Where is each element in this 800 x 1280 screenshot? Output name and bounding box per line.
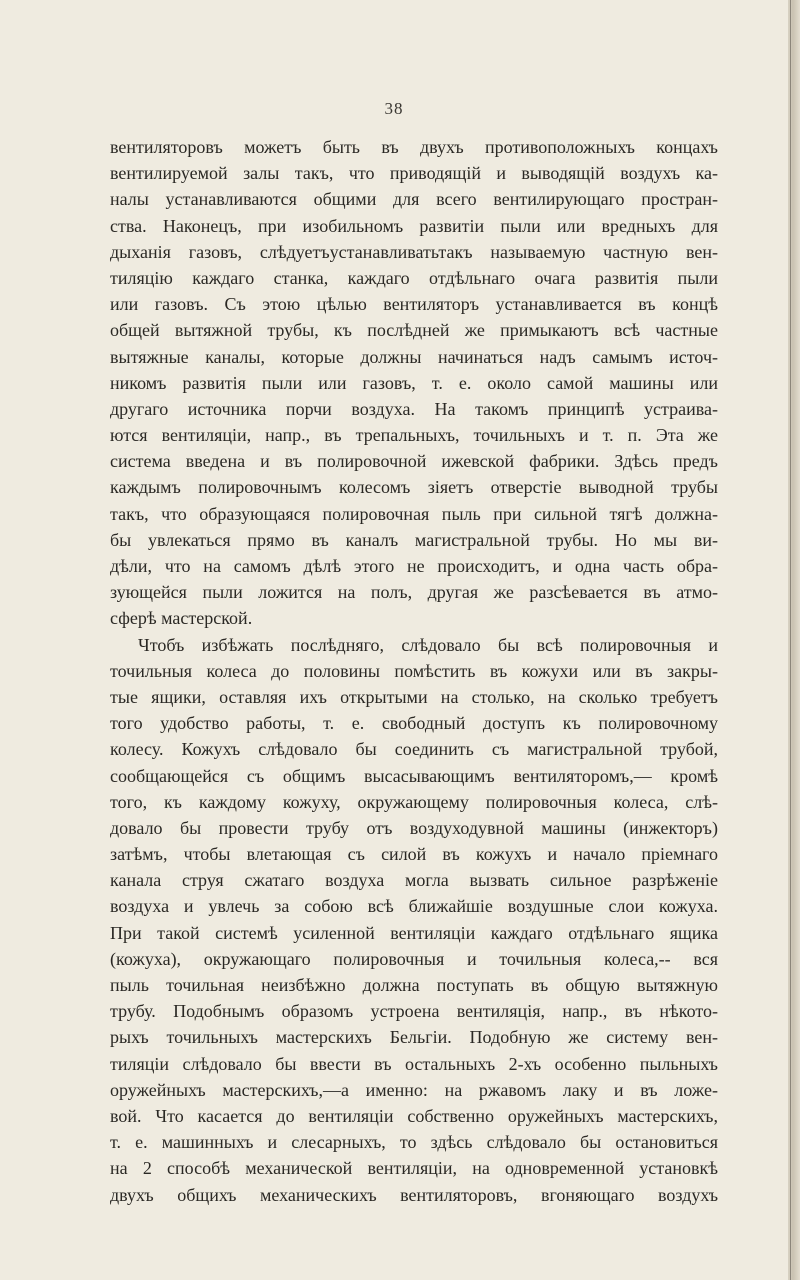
page-edge-line — [790, 0, 791, 1280]
text-line: колесу. Кожухъ слѣдовало бы соединить съ магистральной трубой, — [110, 739, 718, 760]
body-text — [110, 134, 718, 1208]
text-line: воздуха и увлечь за собою всѣ ближайшіе воздушные слои кожуха. — [110, 896, 718, 917]
text-line: довало бы провести трубу отъ воздуходувной машины (инжекторъ) — [110, 817, 718, 838]
text-line: такъ, что образующаяся полировочная пыль при сильной тягѣ должна- — [110, 503, 718, 524]
text-line: того удобство работы, т. е. свободный доступъ къ полировочному — [110, 713, 718, 734]
text-line: общей вытяжной трубы, къ послѣдней же примыкаютъ всѣ частные — [110, 320, 718, 341]
text-line: система введена и въ полировочной ижевской фабрики. Здѣсь предъ — [110, 451, 718, 472]
text-line: сообщающейся съ общимъ высасывающимъ вентиляторомъ,— кромѣ — [110, 765, 718, 786]
text-line: тые ящики, оставляя ихъ открытыми на столько, на сколько требуетъ — [110, 686, 718, 707]
text-line: т. е. машинныхъ и слесарныхъ, то здѣсь слѣдовало бы остановиться — [110, 1132, 718, 1153]
text-line: канала струя сжатаго воздуха могла вызвать сильное разрѣженіе — [110, 870, 718, 891]
text-line: тиляціи слѣдовало бы ввести въ остальныхъ 2-хъ особенно пыльныхъ — [110, 1053, 718, 1074]
text-line: того, къ каждому кожуху, окружающему полировочныя колеса, слѣ- — [110, 791, 718, 812]
text-line: пыль точильная неизбѣжно должна поступать въ общую вытяжную — [110, 975, 718, 995]
text-line: оружейныхъ мастерскихъ,—а именно: на ржавомъ лаку и въ ложе- — [110, 1079, 718, 1100]
paragraph-end-line: сферѣ мастерской. — [110, 608, 253, 629]
paragraph-start-line: Чтобъ избѣжать послѣдняго, слѣдовало бы всѣ полировочныя и — [138, 634, 718, 655]
text-line: (кожуха), окружающаго полировочныя и точильныя колеса,-- вся — [110, 948, 718, 969]
text-line: вентиляторовъ можетъ быть въ двухъ противоположныхъ концахъ — [110, 137, 718, 157]
text-line: каждымъ полировочнымъ колесомъ зіяетъ отверстіе выводной трубы — [110, 477, 718, 498]
text-line: или газовъ. Съ этою цѣлью вентиляторъ устанавливается въ концѣ — [110, 294, 718, 315]
text-line: вытяжные каналы, которые должны начинаться надъ самымъ источ- — [110, 346, 718, 367]
text-line: точильныя колеса до половины помѣстить въ кожухи или въ закры- — [110, 660, 718, 681]
text-line: вентилируемой залы такъ, что приводящій и выводящій воздухъ ка- — [110, 163, 718, 184]
text-line: двухъ общихъ механическихъ вентиляторовъ, вгоняющаго воздухъ — [110, 1184, 718, 1205]
text-line: зующейся пыли ложится на полъ, другая же разсѣевается въ атмо- — [110, 582, 718, 603]
text-line: вой. Что касается до вентиляціи собственно оружейныхъ мастерскихъ, — [110, 1105, 718, 1126]
text-line: налы устанавливаются общими для всего вентилирующаго простран- — [110, 189, 718, 210]
text-line: затѣмъ, чтобы влетающая съ силой въ кожухъ и начало пріемнаго — [110, 844, 718, 865]
page-number: 38 — [384, 99, 404, 118]
text-line: При такой системѣ усиленной вентиляціи каждаго отдѣльнаго ящика — [110, 922, 718, 943]
text-line: бы увлекаться прямо въ каналъ магистральной трубы. Но мы ви- — [110, 529, 718, 550]
text-line: другаго источника порчи воздуха. На такомъ принципѣ устраива- — [110, 398, 718, 419]
text-line: тиляцію каждаго станка, каждаго отдѣльнаго очага развитія пыли — [110, 267, 718, 288]
text-line: рыхъ точильныхъ мастерскихъ Бельгіи. Подобную же систему вен- — [110, 1027, 718, 1048]
text-line: дыханія газовъ, слѣдуетъустанавливатьтакъ называемую частную вен- — [110, 241, 718, 262]
text-line: на 2 способѣ механической вентиляціи, на одновременной установкѣ — [110, 1158, 718, 1179]
text-line: ства. Наконецъ, при изобильномъ развитіи пыли или вредныхъ для — [110, 215, 718, 236]
text-line: никомъ развитія пыли или газовъ, т. е. около самой машины или — [110, 372, 718, 393]
text-line: трубу. Подобнымъ образомъ устроена вентиляція, напр., въ нѣкото- — [110, 1001, 718, 1022]
text-line: ются вентиляціи, напр., въ трепальныхъ, точильныхъ и т. п. Эта же — [110, 425, 718, 446]
text-line: дѣли, что на самомъ дѣлѣ этого не происходитъ, и одна часть обра- — [110, 556, 718, 576]
